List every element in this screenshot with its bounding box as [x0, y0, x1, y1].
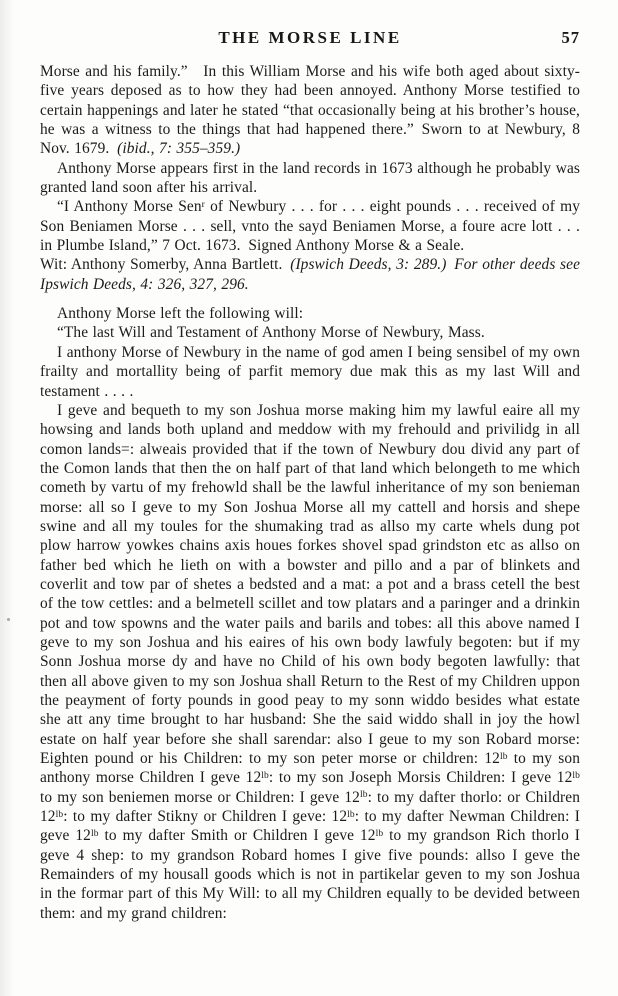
text-segment: (Ipswich Deeds, 3: 289.) — [290, 256, 447, 274]
page-title: THE MORSE LINE — [218, 28, 402, 47]
paragraph-2 — [40, 159, 580, 198]
text-segment: I anthony Morse of Newbury in the name of god amen I being sensibel of my own frailty and mortallity being of parfit memory due mak this as my last Will and testament . . . . — [40, 343, 580, 400]
text-segment: lb — [55, 808, 64, 820]
text-segment: Morse and his family.” In this William Morse and his wife both aged about sixty-five years deposed as to how they had been annoyed. Anthony Morse testified to certain happenings and later he stated “that occasionally being at his brother’s house, he was a witness to the things that had happened there.” Sworn to at Newbury, 8 Nov. 1679. — [40, 63, 580, 158]
text-segment: : to my dafter Newman Children: I geve 12 — [40, 808, 580, 845]
text-segment: to my son anthony morse Children I geve 12 — [40, 750, 580, 787]
text-segment: lb — [572, 770, 580, 782]
text-segment: (ibid., 7: 355–359.) — [117, 140, 241, 158]
text-segment: I geve and bequeth to my son Joshua morse making him my lawful eaire all my howsing and lands both upland and meddow with my frehould and privilidg in all comon lands=: alweais provided that if the town of Newbury dou divid any part of the Comon lands that then the on half part of that land which belongeth to me which cometh by vartu of my frehowld shall be the lawful inheritance of my son benieman morse: all so I geve to my Son Joshua Morse all my cattell and horsis and shepe swine and all my toules for the shumaking trad as allso my carte whels dung pot plow harrow yowkes chains axis houes forkes shovel spad grindston etc as allso on father bed which he lieth on with a bowster and pillo and a par of blinkets and coverlit and tow par of shetes a bedsted and a mat: a pot and a brass cetell the best of the tow cettles: and a belmetell scillet and tow platars and a paringer and a drinkin pot and tow spowns and the water pails and barils and tobes: all this above named I geve to my son Joshua and his eaires of his own body lawfuly begoten: but if my Sonn Joshua morse dy and have no Child of his own body begoten lawfully: that then all above given to my son Joshua shall Return to the Rest of my Children uppon the peayment of forty pounds in good peay to my sonn widdo besides what estate she att any time brought to har husband: She the said widdo shall in joy the howl estate on half year before she shall sarendar: also I geue to my son Robard morse: Eighten pound or his Children: to my son peter morse or children: 12 — [40, 401, 580, 768]
text-segment: Anthony Morse appears first in the land records in 1673 although he probably was granted land soon after his arrival. — [40, 159, 580, 197]
paragraph-5 — [40, 304, 580, 323]
text-segment: : to my dafter Stikny or Children I geve: 12 — [63, 808, 348, 826]
text-segment: lb — [359, 789, 368, 801]
text-segment: lb — [90, 828, 99, 840]
paragraph-6 — [40, 323, 580, 342]
text-segment: lb — [375, 828, 384, 840]
running-header — [40, 28, 580, 48]
text-segment: Wit: Anthony Somerby, Anna Bartlett. — [40, 256, 291, 274]
scan-edge-shadow — [0, 0, 14, 996]
page-body — [40, 62, 580, 923]
text-segment: : to my dafter thorlo: or Children 12 — [40, 788, 580, 826]
text-segment: “I Anthony Morse Sen — [57, 198, 202, 216]
text-segment: to my son beniemen morse or Children: I geve 12 — [40, 788, 360, 806]
text-segment: lb — [261, 770, 269, 782]
text-segment: r — [201, 199, 205, 211]
text-segment: to my dafter Smith or Children I geve 12 — [98, 827, 376, 845]
paragraph-8 — [40, 401, 580, 923]
text-segment: of Newbury . . . for . . . eight pounds . . . received of my Son Beniamen Morse . . . sell, vnto the sayd Beniamen Morse, a foure acre lott . . . in Plumbe Island,” 7 Oct. 1673. Signed Anthony Morse & a Seale. — [40, 198, 580, 255]
scan-speck — [7, 618, 10, 621]
text-segment: “The last Will and Testament of Anthony Morse of Newbury, Mass. — [57, 324, 485, 342]
paragraph-4 — [40, 255, 580, 294]
paragraph-3 — [40, 197, 580, 255]
page-number: 57 — [561, 28, 580, 47]
text-segment: lb — [499, 750, 508, 762]
paragraph-7 — [40, 343, 580, 401]
text-segment: For other deeds see Ipswich Deeds, 4: 326, 327, 296. — [40, 256, 580, 293]
text-segment: to my grandson Rich thorlo I geve 4 shep: to my grandson Robard homes I give five pounds: allso I geve the Remainders of my housall goods which is not in partikelar geven to my son Joshua in the formar part of this My Will: to all my Children equally to be devided between them: and my grand children: — [40, 827, 581, 922]
text-segment: lb — [347, 808, 355, 820]
text-segment: Anthony Morse left the following will: — [57, 305, 304, 323]
text-segment: : to my son Joseph Morsis Children: I geve 12 — [268, 769, 573, 787]
paragraph-1 — [40, 62, 580, 159]
